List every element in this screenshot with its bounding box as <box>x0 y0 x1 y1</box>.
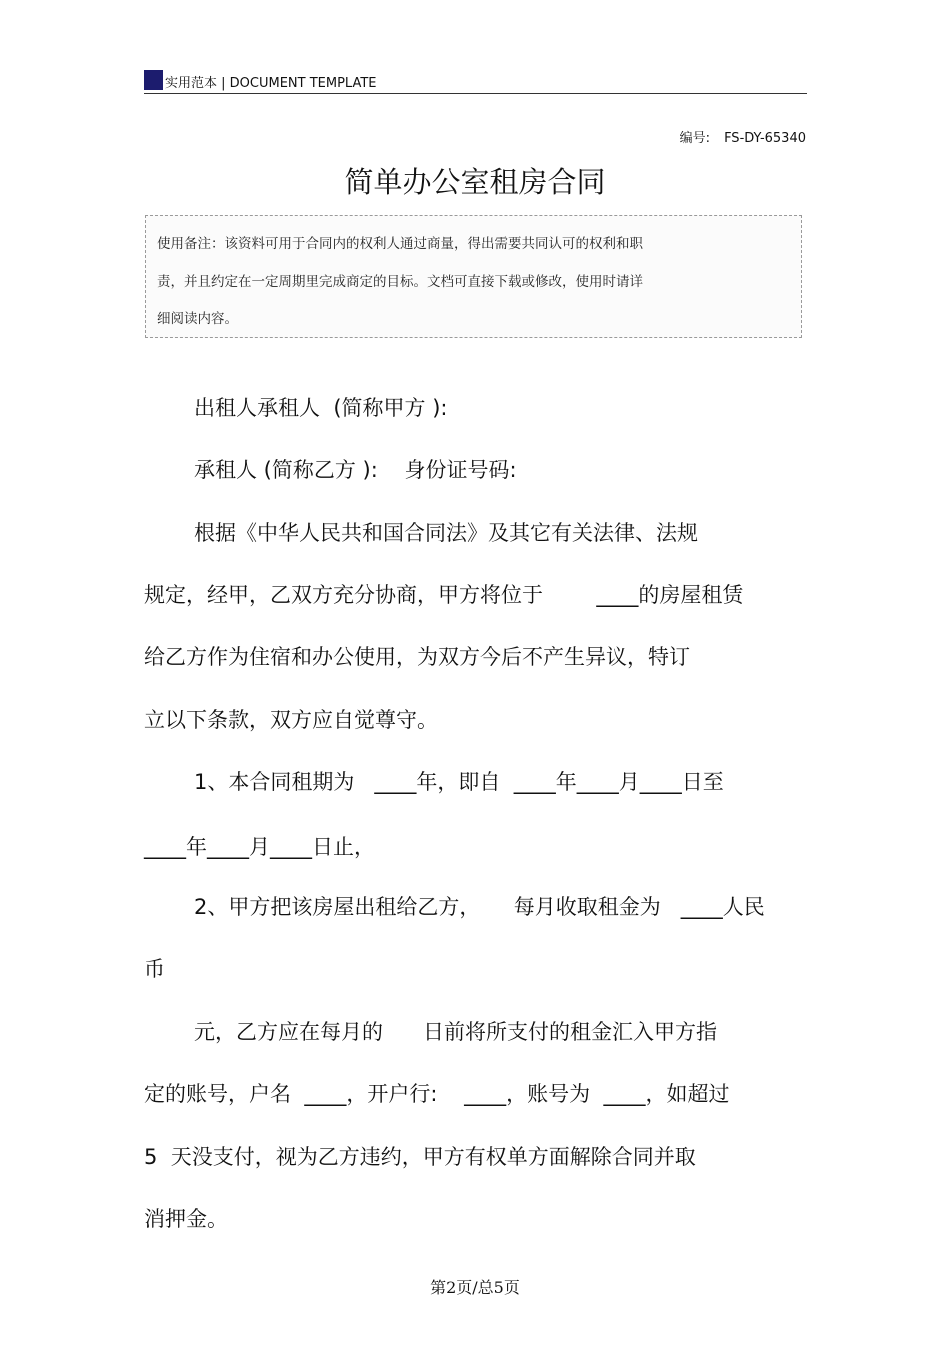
document-title: 简单办公室租房合同 <box>344 165 606 199</box>
contract-paragraph-line: 元，乙方应在每月的 日前将所支付的租金汇入甲方指 <box>194 1020 718 1044</box>
document-number <box>680 127 806 146</box>
contract-paragraph-line: 给乙方作为住宿和办公使用，为双方今后不产生异议，特订 <box>144 645 690 669</box>
contract-paragraph-line: 规定，经甲，乙双方充分协商，甲方将位于 ____的房屋租赁 <box>144 583 744 607</box>
contract-line-lessor: 出租人承租人 (简称甲方 ): <box>194 396 448 420</box>
contract-paragraph-line: 消押金。 <box>144 1207 228 1231</box>
contract-paragraph-line: 5 天没支付，视为乙方违约，甲方有权单方面解除合同并取 <box>144 1145 696 1169</box>
contract-line-lessee: 承租人 (简称乙方 ): 身份证号码: <box>194 458 517 482</box>
contract-clause-1: 1、本合同租期为 ____年，即自 ____年____月____日至 <box>194 770 724 794</box>
header-label: 实用范本 | DOCUMENT TEMPLATE <box>165 76 377 91</box>
contract-paragraph-line: 根据《中华人民共和国合同法》及其它有关法律、法规 <box>194 521 698 545</box>
document-number-label: 编号: <box>679 131 711 146</box>
usage-note-box <box>145 215 802 338</box>
document-number-code: FS-DY-65340 <box>724 131 806 146</box>
contract-clause-2-cont: 币 <box>144 957 165 981</box>
contract-clause-1-cont: ____年____月____日止， <box>144 835 375 859</box>
usage-note-line: 责，并且约定在一定周期里完成商定的目标。文档可直接下载或修改，使用时请详 <box>157 274 643 290</box>
contract-paragraph-line: 定的账号，户名 ____，开户行: ____，账号为 ____，如超过 <box>144 1082 730 1106</box>
contract-clause-2: 2、甲方把该房屋出租给乙方， 每月收取租金为 ____人民 <box>194 895 765 919</box>
page-indicator: 第2页/总5页 <box>430 1278 520 1297</box>
contract-paragraph-line: 立以下条款，双方应自觉尊守。 <box>144 708 438 732</box>
header-logo-square <box>144 70 163 90</box>
header-divider <box>144 93 807 94</box>
usage-note-line: 使用备注：该资料可用于合同内的权利人通过商量，得出需要共同认可的权利和职 <box>157 236 643 252</box>
usage-note-line: 细阅读内容。 <box>157 311 238 327</box>
